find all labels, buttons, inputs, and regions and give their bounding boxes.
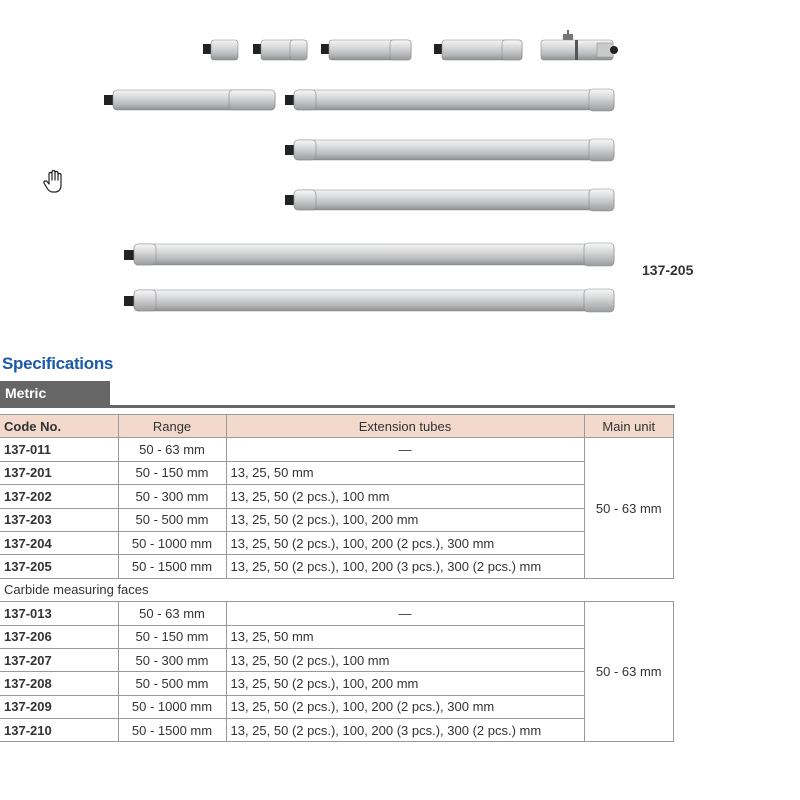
cell-ext: 13, 25, 50 (2 pcs.), 100 mm: [226, 648, 584, 671]
tube-200mm-a: [285, 89, 614, 111]
cell-ext: 13, 25, 50 (2 pcs.), 100, 200 mm: [226, 672, 584, 695]
header-main-unit: Main unit: [584, 415, 674, 438]
table-row: [0, 555, 674, 578]
model-label: 137-205: [642, 262, 694, 278]
cell-range: 50 - 63 mm: [118, 602, 226, 625]
table-row: [0, 602, 674, 625]
header-extension-tubes: Extension tubes: [226, 415, 584, 438]
cell-range: 50 - 1500 mm: [118, 719, 226, 742]
cell-code: 137-204: [0, 531, 118, 554]
table-row: [0, 461, 674, 484]
metric-tab: Metric: [0, 381, 110, 405]
tube-100mm: [104, 90, 275, 110]
cell-ext: 13, 25, 50 (2 pcs.), 100, 200 mm: [226, 508, 584, 531]
table-row: [0, 531, 674, 554]
table-row: [0, 695, 674, 718]
tube-50mm-a: [321, 40, 411, 60]
cell-code: 137-208: [0, 672, 118, 695]
cell-ext: 13, 25, 50 mm: [226, 625, 584, 648]
cell-code: 137-011: [0, 438, 118, 461]
cell-code: 137-203: [0, 508, 118, 531]
table-row: [0, 672, 674, 695]
group-title-row: [0, 578, 674, 601]
cell-range: 50 - 500 mm: [118, 508, 226, 531]
table-row: [0, 508, 674, 531]
tube-13mm: [203, 40, 238, 60]
cell-range: 50 - 150 mm: [118, 461, 226, 484]
tube-25mm: [253, 40, 307, 60]
specifications-title: Specifications: [2, 354, 114, 373]
hand-cursor-icon: [40, 168, 68, 196]
cell-ext: 13, 25, 50 (2 pcs.), 100, 200 (3 pcs.), 300 (2 pcs.) mm: [226, 719, 584, 742]
cell-code: 137-205: [0, 555, 118, 578]
cell-code: 137-207: [0, 648, 118, 671]
cell-ext: 13, 25, 50 (2 pcs.), 100, 200 (2 pcs.), 300 mm: [226, 695, 584, 718]
tube-50mm-b: [434, 40, 522, 60]
tube-300mm-a: [124, 243, 614, 266]
cell-range: 50 - 63 mm: [118, 438, 226, 461]
tube-200mm-b: [285, 139, 614, 161]
cell-range: 50 - 300 mm: [118, 648, 226, 671]
cell-range: 50 - 150 mm: [118, 625, 226, 648]
cell-range: 50 - 1000 mm: [118, 531, 226, 554]
cell-ext: 13, 25, 50 mm: [226, 461, 584, 484]
cell-main-unit: 50 - 63 mm: [584, 438, 674, 578]
carbide-group-title: Carbide measuring faces: [0, 578, 674, 601]
cell-range: 50 - 300 mm: [118, 485, 226, 508]
table-row: [0, 625, 674, 648]
cell-code: 137-210: [0, 719, 118, 742]
cell-main-unit: 50 - 63 mm: [584, 602, 674, 742]
product-photo: [0, 0, 800, 340]
cell-range: 50 - 500 mm: [118, 672, 226, 695]
tube-200mm-c: [285, 189, 614, 211]
table-row: [0, 485, 674, 508]
cell-code: 137-202: [0, 485, 118, 508]
main-unit-head: [541, 30, 618, 60]
cell-range: 50 - 1500 mm: [118, 555, 226, 578]
table-header-row: [0, 415, 674, 438]
cell-range: 50 - 1000 mm: [118, 695, 226, 718]
table-row: [0, 438, 674, 461]
table-row: [0, 648, 674, 671]
header-range: Range: [118, 415, 226, 438]
table-row: [0, 719, 674, 742]
cell-ext: —: [226, 438, 584, 461]
specifications-table: [0, 414, 674, 742]
cell-ext: 13, 25, 50 (2 pcs.), 100, 200 (3 pcs.), 300 (2 pcs.) mm: [226, 555, 584, 578]
cell-code: 137-206: [0, 625, 118, 648]
cell-code: 137-209: [0, 695, 118, 718]
metric-divider: [0, 405, 675, 408]
header-code: Code No.: [0, 415, 118, 438]
tube-300mm-b: [124, 289, 614, 312]
cell-ext: 13, 25, 50 (2 pcs.), 100 mm: [226, 485, 584, 508]
cell-ext: —: [226, 602, 584, 625]
cell-ext: 13, 25, 50 (2 pcs.), 100, 200 (2 pcs.), 300 mm: [226, 531, 584, 554]
cell-code: 137-201: [0, 461, 118, 484]
cell-code: 137-013: [0, 602, 118, 625]
